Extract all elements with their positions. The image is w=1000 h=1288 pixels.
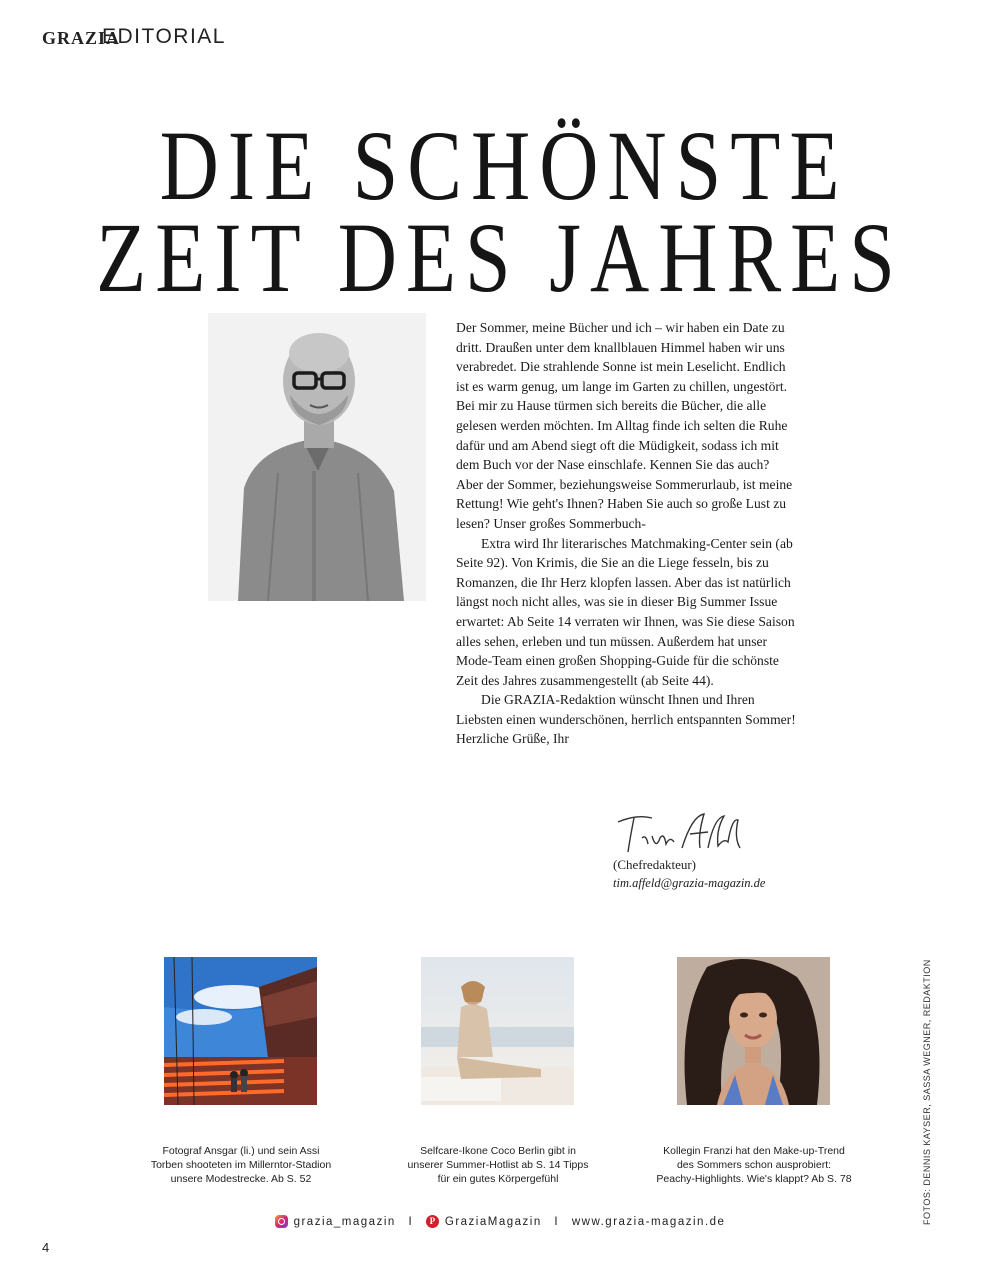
headline bbox=[0, 110, 1000, 314]
section-label: EDITORIAL bbox=[102, 25, 226, 48]
pinterest-icon: P bbox=[426, 1215, 439, 1228]
page-number: 4 bbox=[42, 1240, 50, 1255]
instagram-handle: grazia_magazin bbox=[293, 1215, 396, 1228]
photo-caption-1: Fotograf Ansgar (li.) und sein Assi Torben shooteten im Millerntor-Stadion unsere Modestrecke. Ab S. 52 bbox=[150, 1145, 332, 1185]
social-footer bbox=[0, 1215, 1000, 1228]
website-link[interactable] bbox=[572, 1216, 726, 1228]
instagram-icon bbox=[275, 1215, 288, 1228]
stadium-photo-icon bbox=[164, 957, 317, 1105]
website-url: www.grazia-magazin.de bbox=[571, 1215, 726, 1228]
footer-separator: I bbox=[554, 1215, 560, 1228]
editor-portrait-icon bbox=[208, 313, 426, 601]
pinterest-link[interactable] bbox=[426, 1215, 542, 1228]
headline-line-2: ZEIT DES JAHRES bbox=[96, 202, 904, 314]
pinterest-handle: GraziaMagazin bbox=[444, 1215, 542, 1228]
paragraph-2: Extra wird Ihr literarisches Matchmaking-Center sein (ab Seite 92). Von Krimis, die Sie an die Liege fesseln, bis zu Romanzen, die Ihr Herz klopfen lassen. Aber das ist natürlich längst noch nicht alles, was sie in dieser Big Summer Issue erwartet: Ab Seite 14 verraten wir Ihnen, was Sie diese Saison alles sehen, erleben und tun müssen. Außerdem hat unser Mode-Team einen großen Shopping-Guide für die schönste Zeit des Jahres zusammengestellt (ab Seite 44). bbox=[456, 535, 795, 688]
woman-sitting-photo-icon bbox=[421, 957, 574, 1105]
portrait-photo-icon bbox=[677, 957, 830, 1105]
signature-email[interactable]: tim.affeld@grazia-magazin.de bbox=[613, 876, 766, 890]
signature-icon bbox=[612, 808, 752, 860]
photo-credits: FOTOS: DENNIS KAYSER, SASSA WEGNER, REDAKTION bbox=[922, 959, 932, 1225]
paragraph-1: Der Sommer, meine Bücher und ich – wir haben ein Date zu dritt. Draußen unter dem knallblauen Himmel haben wir uns verabredet. Die strahlende Sonne ist mein Leselicht. Endlich ist es warm genug, um lange im Garten zu chillen, ungestört. Bei mir zu Hause türmen sich bereits die Bücher, die alle gelesen werden möchten. Im Alltag finde ich selten die Ruhe dafür und am Abend siegt oft die Müdigkeit, sodass ich mit dem Buch vor der Nase einschlafe. Kennen Sie das auch? Aber der Sommer, beziehungsweise Sommerurlaub, ist meine Rettung! Wie geht's Ihnen? Haben Sie auch so große Lust zu lesen? Unser großes Sommerbuch- bbox=[456, 320, 793, 531]
photo-caption-3: Kollegin Franzi hat den Make-up-Trend des Sommers schon ausprobiert: Peachy-Highlights. Wie's klappt? Ab S. 78 bbox=[656, 1145, 852, 1185]
stadium-photo bbox=[164, 957, 317, 1105]
footer-separator: I bbox=[408, 1215, 414, 1228]
headline-line-1: DIE SCHÖNSTE bbox=[159, 110, 849, 222]
woman-sitting-photo bbox=[421, 957, 574, 1105]
brand-logo: GRAZIA bbox=[42, 28, 121, 48]
portrait-photo bbox=[677, 957, 830, 1105]
instagram-link[interactable] bbox=[275, 1215, 396, 1228]
photo-caption-2: Selfcare-Ikone Coco Berlin gibt in unserer Summer-Hotlist ab S. 14 Tipps für ein gutes Körpergefühl bbox=[407, 1145, 589, 1185]
editorial-body bbox=[456, 318, 796, 749]
signature-role: (Chefredakteur) bbox=[613, 857, 697, 872]
paragraph-3: Die GRAZIA-Redaktion wünscht Ihnen und Ihren Liebsten einen wunderschönen, herrlich entspannten Sommer! Herzliche Grüße, Ihr bbox=[456, 692, 796, 747]
editor-portrait bbox=[208, 313, 426, 601]
